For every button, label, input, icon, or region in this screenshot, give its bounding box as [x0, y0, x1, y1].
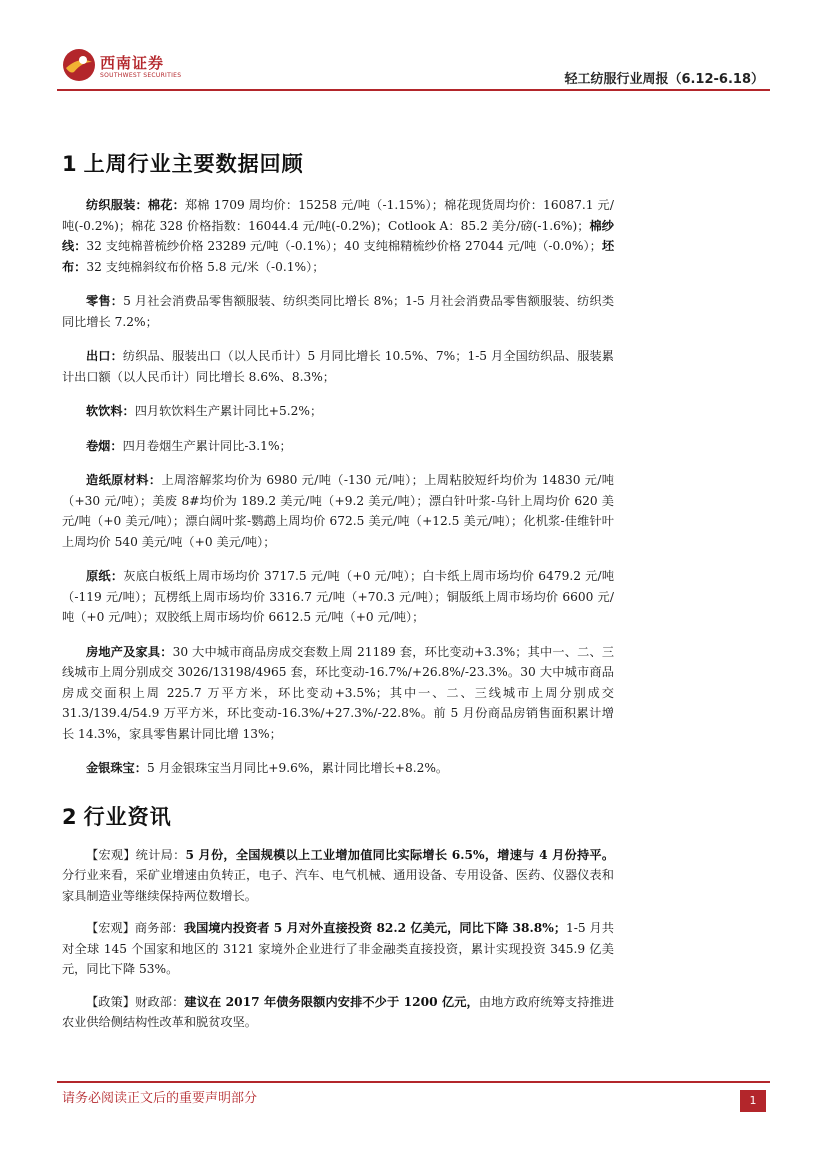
report-title: 轻工纺服行业周报（6.12-6.18） — [564, 72, 764, 87]
section-heading-2 — [62, 801, 614, 831]
item-text: 5 月社会消费品零售额服装、纺织类同比增长 8%；1-5 月社会消费品零售额服装、纺织类同比增长 7.2%； — [62, 294, 615, 329]
news-item-macro-commerce — [62, 918, 614, 980]
news-headline: 我国境内投资者 5 月对外直接投资 82.2 亿美元，同比下降 38.8%； — [183, 921, 567, 935]
news-text: 分行业来看，采矿业增速由负转正，电子、汽车、电气机械、通用设备、专用设备、医药、仪器仪表和家具制造业等继续保持两位数增长。 — [62, 868, 614, 903]
news-text: 1-5 月共对全球 145 个国家和地区的 3121 家境外企业进行了非金融类直接投资，累计实现投资 345.9 亿美元，同比下降 53%。 — [62, 921, 614, 976]
disclaimer-note: 请务必阅读正文后的重要声明部分 — [62, 1091, 258, 1106]
item-text: 5 月金银珠宝当月同比+9.6%，累计同比增长+8.2%。 — [146, 761, 449, 775]
item-text: 上周溶解浆均价为 6980 元/吨（-130 元/吨）；上周粘胶短纤均价为 14830 元/吨（+30 元/吨）；美废 8#均价为 189.2 美元/吨（+9.2 美元/吨）；漂白针叶浆-乌针上周均价 620 美元/吨（+0 美元/吨）；漂白阔叶浆-鹦鹉上周均价 672.5 美元/吨（+12.5 美元/吨）；化机浆-佳维针叶上周均价 540 美元/吨（+0 美元/吨）； — [62, 473, 614, 549]
data-item-textile — [62, 195, 614, 277]
data-item-export — [62, 346, 614, 387]
section-number: 1 — [62, 152, 78, 176]
news-item-policy-finance — [62, 992, 614, 1033]
news-text: 由地方政府统筹支持推进农业供给侧结构性改革和脱贫攻坚。 — [62, 994, 615, 1029]
news-headline: 建议在 2017 年债务限额内安排不少于 1200 亿元， — [184, 994, 479, 1009]
data-item-soft-drinks — [62, 401, 614, 422]
section-title: 行业资讯 — [83, 804, 172, 829]
item-text: 纺织品、服装出口（以人民币计）5 月同比增长 10.5%、7%；1-5 月全国纺织品、服装累计出口额（以人民币计）同比增长 8.6%、8.3%； — [62, 349, 614, 384]
data-item-paper-raw-materials — [62, 470, 614, 552]
item-label: 坯布： — [62, 239, 614, 274]
section-heading-1 — [62, 148, 614, 178]
page-number: 1 — [740, 1090, 766, 1112]
item-text: 四月卷烟生产累计同比-3.1%； — [122, 438, 292, 453]
logo-mark-icon — [62, 48, 96, 82]
logo-text-cn: 西南证券 — [100, 54, 165, 72]
data-item-real-estate-furniture — [62, 642, 614, 745]
section-number: 2 — [62, 804, 78, 829]
item-label: 卷烟： — [86, 438, 123, 453]
section-title: 上周行业主要数据回顾 — [83, 152, 304, 176]
item-text: 灰底白板纸上周市场均价 3717.5 元/吨（+0 元/吨）；白卡纸上周市场均价 6479.2 元/吨（-119 元/吨）；瓦楞纸上周市场均价 3316.7 元/吨（+70.3 元/吨）；铜版纸上周市场均价 6600 元/吨（+0 元/吨）；双胶纸上周市场均价 6612.5 元/吨（+0 元/吨）； — [62, 569, 615, 624]
main-content — [62, 148, 614, 1033]
news-source: 【宏观】统计局： — [86, 847, 186, 862]
item-label: 纺织服装：棉花： — [86, 198, 185, 212]
item-text: 郑棉 1709 周均价：15258 元/吨（-1.15%）；棉花现货周均价：16087.1 元/吨(-0.2%)；棉花 328 价格指数：16044.4 元/吨(-0.2%)；Cotlook A：85.2 美分/磅(-1.6%)； — [62, 198, 614, 233]
data-item-base-paper — [62, 566, 614, 628]
item-label: 棉纱线： — [62, 218, 614, 253]
news-source: 【政策】财政部： — [86, 994, 185, 1009]
logo-text-en: SOUTHWEST SECURITIES — [100, 72, 182, 79]
data-item-retail — [62, 291, 614, 332]
item-label: 房地产及家具： — [86, 644, 173, 659]
item-text: 四月软饮料生产累计同比+5.2%； — [134, 404, 323, 418]
page-header — [0, 0, 827, 100]
header-divider — [57, 89, 770, 91]
item-label: 零售： — [86, 294, 124, 308]
item-text: 30 大中城市商品房成交套数上周 21189 套，环比变动+3.3%；其中一、二、三线城市上周分别成交 3026/13198/4965 套，环比变动-16.7%/+26.8%/-23.3%。30 大中城市商品房成交面积上周 225.7 万平方米，环比变动+3.5%；其中一、二、三线城市上周分别成交 31.3/139.4/54.9 万平方米，环比变动-16.3%/+27.3%/-22.8%。前 5 月份商品房销售面积累计增长 14.3%，家具零售累计同比增 13%； — [62, 644, 615, 741]
data-item-cigarettes — [62, 436, 614, 457]
item-label: 造纸原材料： — [86, 473, 162, 487]
item-label: 出口： — [86, 349, 123, 363]
item-text: 32 支纯棉普梳纱价格 23289 元/吨（-0.1%）；40 支纯棉精梳纱价格 27044 元/吨（-0.0%）； — [86, 239, 602, 253]
news-headline: 5 月份，全国规模以上工业增加值同比实际增长 6.5%，增速与 4 月份持平。 — [185, 847, 615, 862]
item-text: 32 支纯棉斜纹布价格 5.8 元/米（-0.1%）； — [86, 259, 325, 274]
item-label: 原纸： — [86, 569, 124, 583]
news-source: 【宏观】商务部： — [86, 921, 184, 935]
company-logo — [62, 48, 182, 88]
data-item-jewelry — [62, 758, 614, 779]
footer-divider — [57, 1081, 770, 1083]
item-label: 软饮料： — [86, 404, 135, 418]
item-label: 金银珠宝： — [86, 761, 147, 775]
news-item-macro-stats — [62, 845, 614, 907]
